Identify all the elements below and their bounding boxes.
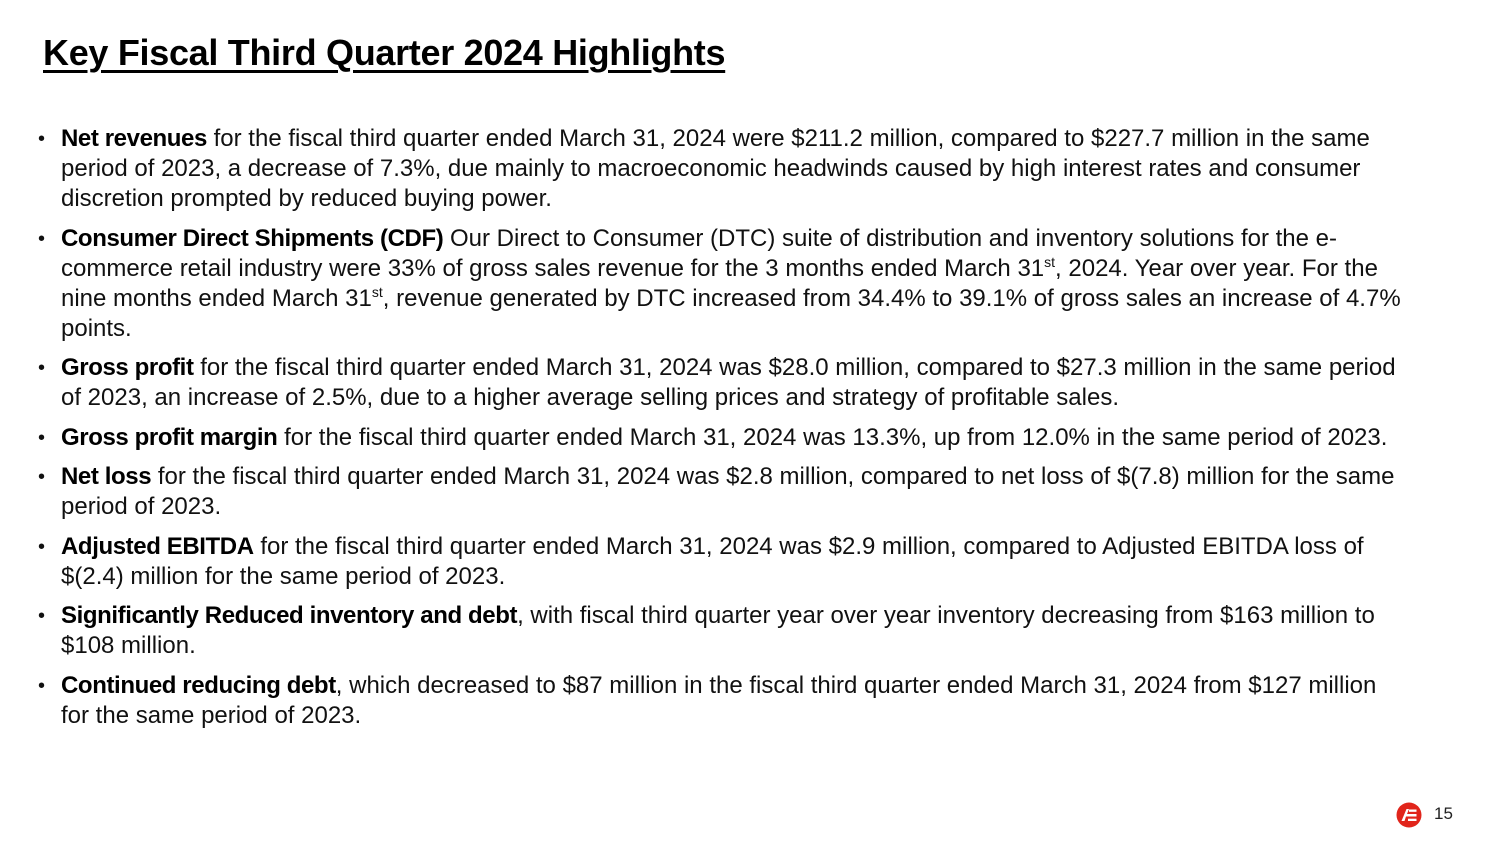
highlight-net-loss <box>38 462 1408 522</box>
company-logo-icon <box>1395 802 1423 828</box>
bullet-dot: • <box>38 227 46 250</box>
logo-bar-top <box>1409 810 1417 812</box>
bullet-dot: • <box>38 674 46 697</box>
highlight-continued-reducing-debt <box>38 671 1408 731</box>
bullet-dot: • <box>38 426 46 449</box>
highlight-text: for the fiscal third quarter ended March 31, 2024 was $2.9 million, compared to Adjusted EBITDA loss of $(2.4) million for the same period of 2023. <box>61 532 1364 590</box>
highlight-text: , revenue generated by DTC increased from 34.4% to 39.1% of gross sales an increase of 4.7% points. <box>61 284 1401 342</box>
highlight-lead: Continued reducing debt <box>61 671 336 699</box>
highlight-adjusted-ebitda <box>38 532 1408 592</box>
highlight-lead: Gross profit <box>61 354 194 381</box>
highlight-gross-profit-margin <box>38 423 1408 453</box>
highlight-reduced-inventory-debt <box>38 601 1408 661</box>
ordinal-suffix: st <box>371 283 383 300</box>
bullet-dot: • <box>38 357 46 379</box>
highlight-text: for the fiscal third quarter ended March 31, 2024 was 13.3%, up from 12.0% in the same period of 2023. <box>277 423 1388 451</box>
highlight-lead: Consumer Direct Shipments (CDF) <box>61 224 444 252</box>
highlight-gross-profit <box>38 353 1408 413</box>
bullet-dot: • <box>38 466 46 488</box>
highlight-lead: Net loss <box>61 463 152 490</box>
highlight-lead: Net revenues <box>61 125 207 152</box>
highlight-text: , with fiscal third quarter year over year inventory decreasing from $163 million to $108 million. <box>61 602 1375 659</box>
bullet-dot: • <box>38 128 46 150</box>
highlight-text: for the fiscal third quarter ended March 31, 2024 was $2.8 million, compared to net loss of $(7.8) million for the same period of 2023. <box>61 463 1395 520</box>
bullet-dot: • <box>38 605 46 627</box>
slide-title: Key Fiscal Third Quarter 2024 Highlights <box>43 32 726 73</box>
highlight-net-revenues <box>38 124 1408 214</box>
highlight-lead: Gross profit margin <box>61 423 278 451</box>
highlight-text: for the fiscal third quarter ended March 31, 2024 was $28.0 million, compared to $27.3 million in the same period of 2023, an increase of 2.5%, due to a higher average selling prices and strategy of profitable sales. <box>61 354 1396 411</box>
highlight-text: Our Direct to Consumer (DTC) suite of distribution and inventory solutions for the e-commerce retail industry were 33% of gross sales revenue for the 3 months ended March 31 <box>61 224 1338 282</box>
bullet-dot: • <box>38 535 46 558</box>
ordinal-suffix: st <box>1044 253 1056 270</box>
highlights-list <box>38 124 1408 740</box>
highlight-text: for the fiscal third quarter ended March 31, 2024 were $211.2 million, compared to $227.7 million in the same period of 2023, a decrease of 7.3%, due mainly to macroeconomic headwinds caused by high interest rates and consumer discretion prompted by reduced buying power. <box>61 125 1370 212</box>
highlight-consumer-direct-shipments <box>38 224 1408 344</box>
highlight-text: , 2024. Year over year. For the nine months ended March 31 <box>61 254 1378 312</box>
page-number: 15 <box>1434 804 1453 823</box>
highlight-text: , which decreased to $87 million in the fiscal third quarter ended March 31, 2024 from $127 million for the same period of 2023. <box>61 671 1377 729</box>
highlight-lead: Significantly Reduced inventory and debt <box>61 602 518 629</box>
logo-bar-bottom <box>1408 819 1417 821</box>
highlight-lead: Adjusted EBITDA <box>61 532 254 560</box>
